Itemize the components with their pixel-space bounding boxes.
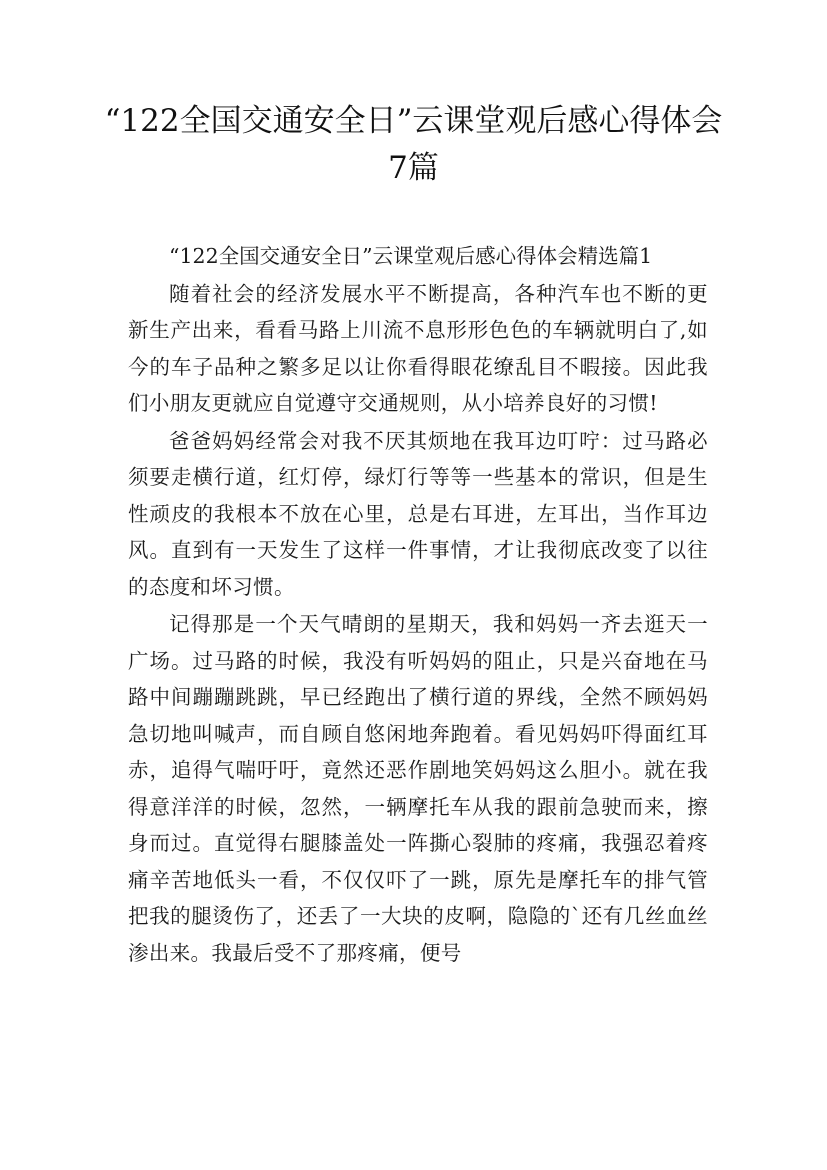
document-body	[128, 238, 708, 971]
paragraph: 随着社会的经济发展水平不断提高，各种汽车也不断的更新生产出来，看看马路上川流不息形形色色的车辆就明白了,如今的车子品种之繁多足以让你看得眼花缭乱目不暇接。因此我们小朋友更就应自觉遵守交通规则，从小培养良好的习惯!	[128, 281, 708, 415]
paragraph: 记得那是一个天气晴朗的星期天，我和妈妈一齐去逛天一广场。过马路的时候，我没有听妈妈的阻止，只是兴奋地在马路中间蹦蹦跳跳，早已经跑出了横行道的界线，全然不顾妈妈急切地叫喊声，而自顾自悠闲地奔跑着。看见妈妈吓得面红耳赤，追得气喘吁吁，竟然还恶作剧地笑妈妈这么胆小。就在我得意洋洋的时候，忽然，一辆摩托车从我的跟前急驶而来，擦身而过。直觉得右腿膝盖处一阵撕心裂肺的疼痛，我强忍着疼痛辛苦地低头一看，不仅仅吓了一跳，原先是摩托车的排气管把我的腿烫伤了，还丢了一大块的皮啊，隐隐的`还有几丝血丝渗出来。我最后受不了那疼痛，便号	[128, 612, 708, 965]
paragraph: 爸爸妈妈经常会对我不厌其烦地在我耳边叮咛：过马路必须要走横行道，红灯停，绿灯行等等一些基本的常识，但是生性顽皮的我根本不放在心里，总是右耳进，左耳出，当作耳边风。直到有一天发生了这样一件事情，才让我彻底改变了以往的态度和坏习惯。	[128, 428, 708, 599]
document-title: “122全国交通安全日”云课堂观后感心得体会7篇	[104, 103, 723, 186]
section-heading: “122全国交通安全日”云课堂观后感心得体会精选篇1	[169, 244, 653, 268]
